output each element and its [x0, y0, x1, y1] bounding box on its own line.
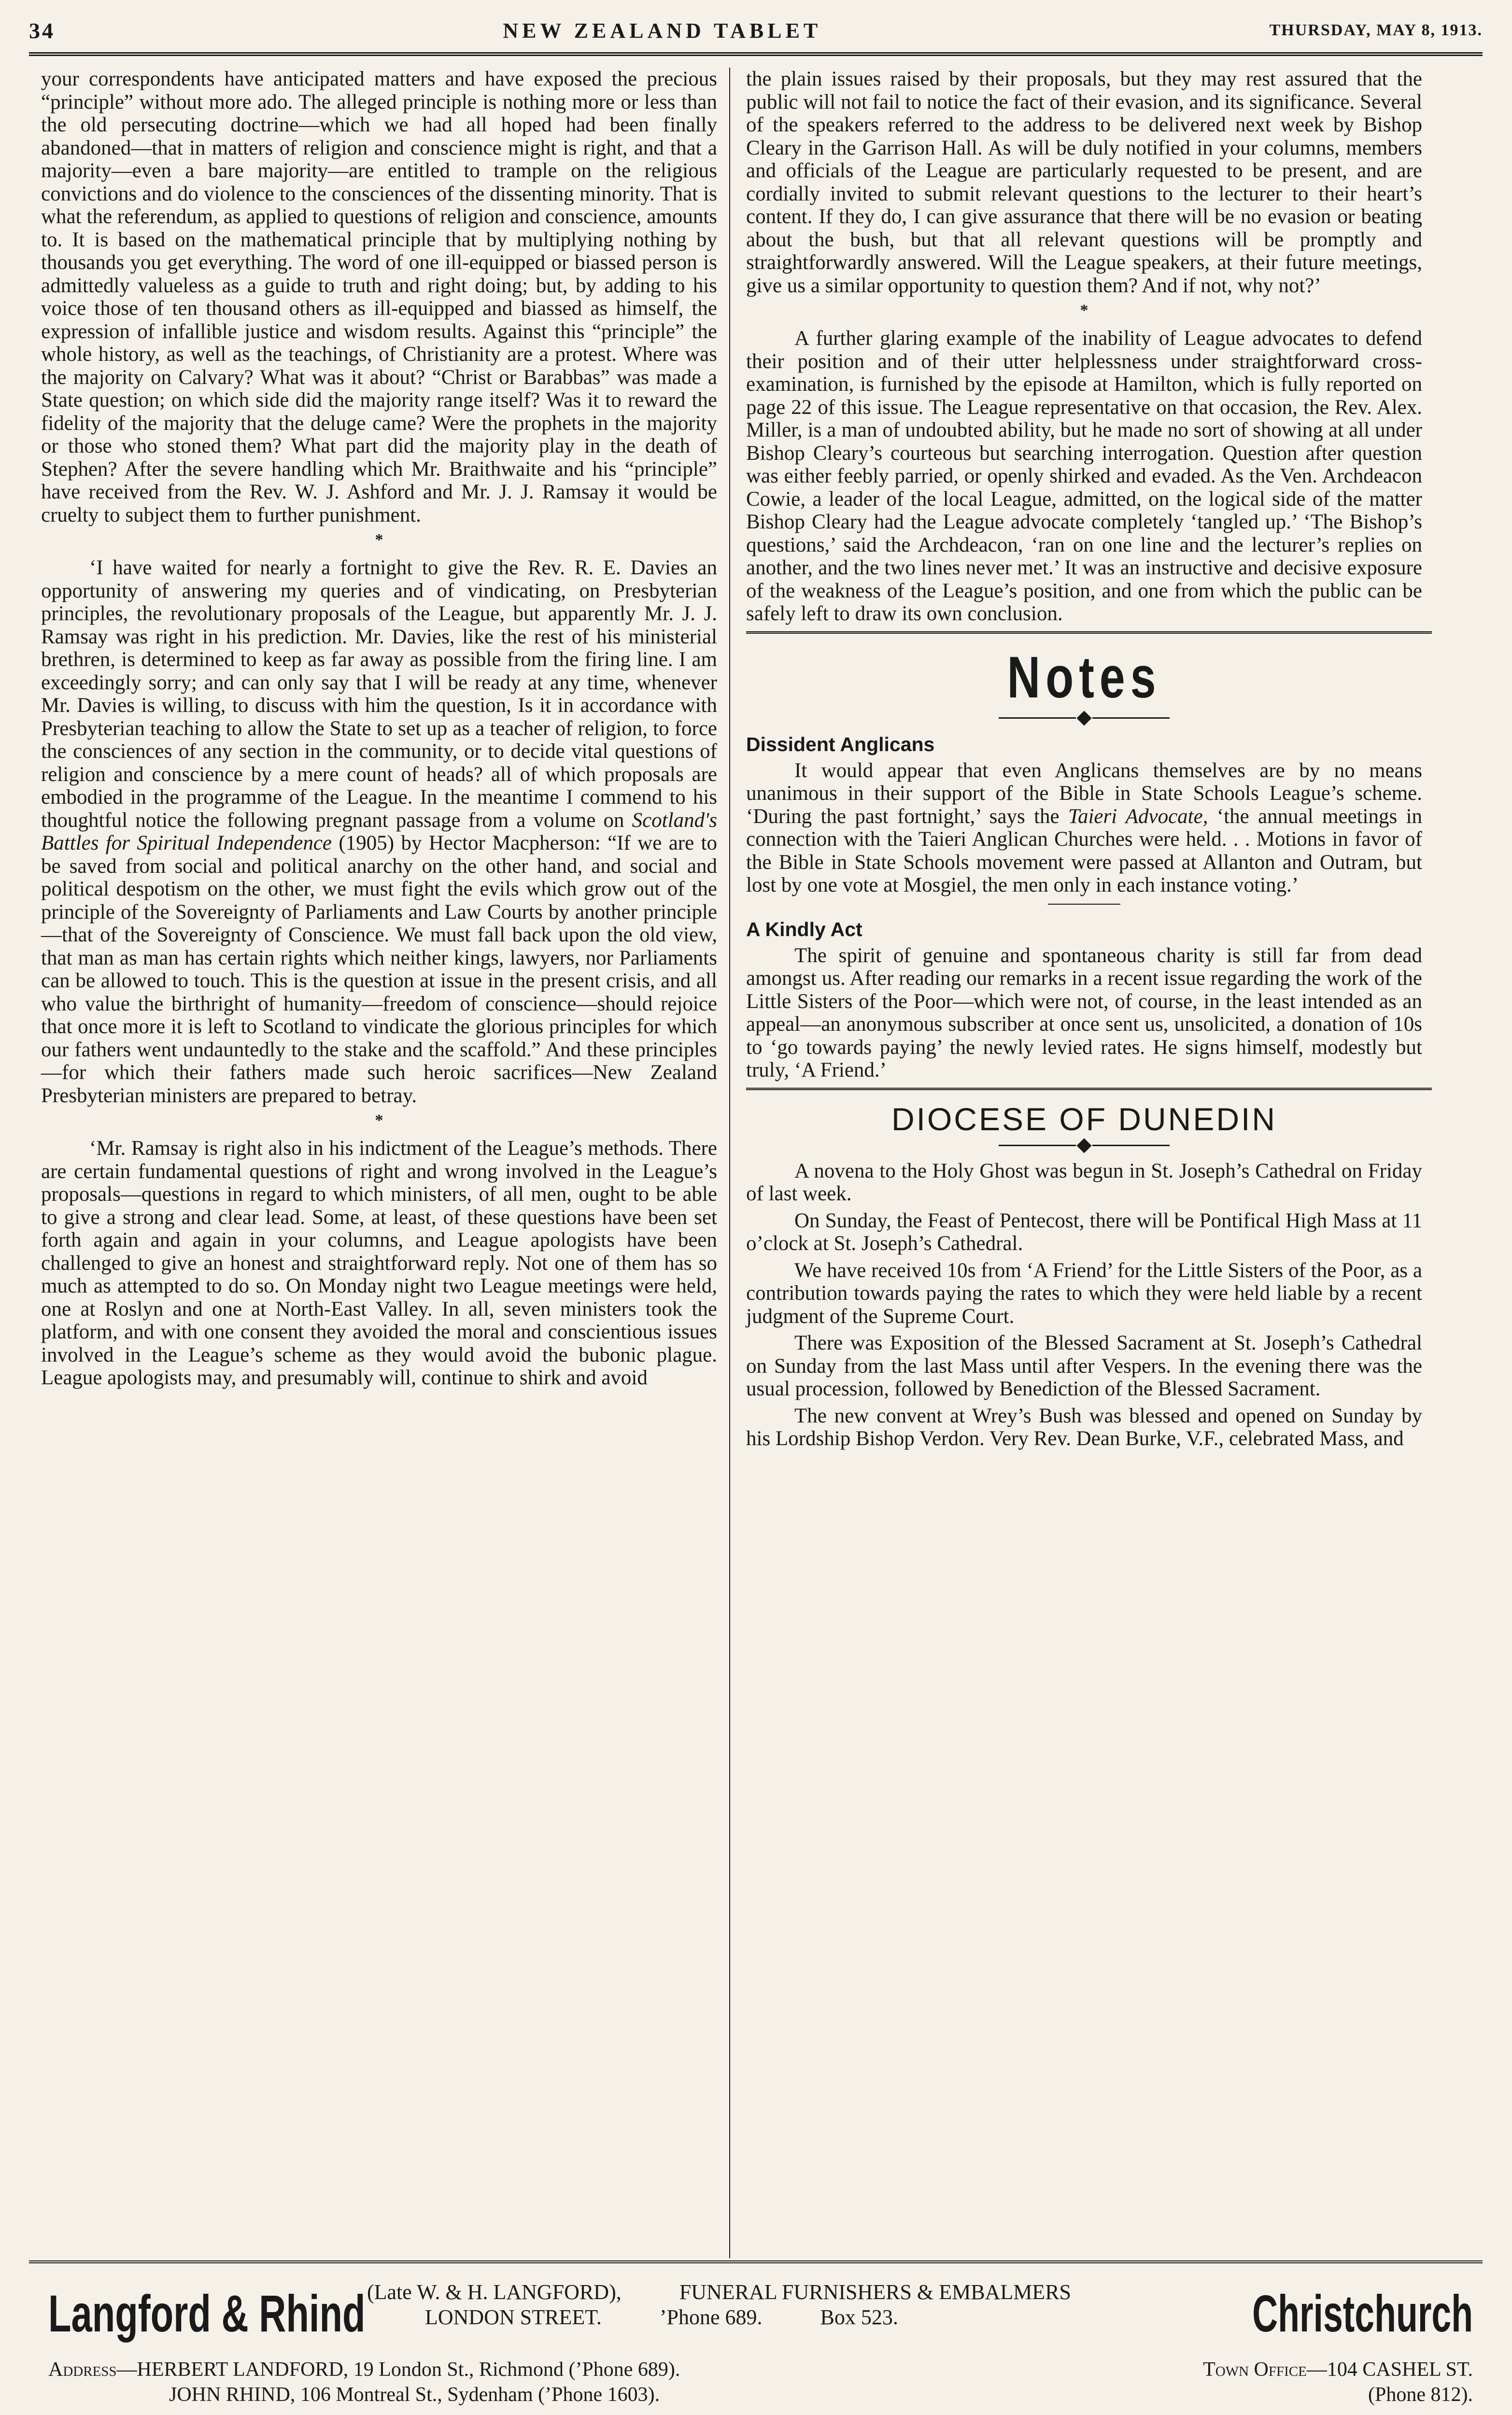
- diocese-paragraph: A novena to the Holy Ghost was begun in St. Joseph’s Cathedral on Friday of last week.: [746, 1159, 1422, 1205]
- ornament-divider: [746, 713, 1422, 724]
- ad-phone: ’Phone 689.: [659, 2305, 763, 2329]
- ad-late-name: (Late W. & H. LANGFORD),: [367, 2280, 622, 2304]
- subheading-dissident-anglicans: Dissident Anglicans: [746, 733, 935, 755]
- left-column: [41, 68, 717, 1393]
- book-title: Scotland's Battles for Spiritual Independence: [41, 809, 718, 854]
- ad-brand-name: Langford & Rhind: [48, 2284, 366, 2343]
- section-rule: [746, 1088, 1432, 1090]
- ad-trade: FUNERAL FURNISHERS & EMBALMERS: [679, 2280, 1072, 2304]
- ad-box: Box 523.: [820, 2305, 898, 2329]
- right-column: [746, 68, 1422, 1454]
- ad-town-office-label: Town Office—: [1203, 2358, 1327, 2381]
- publication-title: NEW ZEALAND TABLET: [503, 18, 822, 43]
- article-paragraph: ‘I have waited for nearly a fortnight to give the Rev. R. E. Davies an opportunity of answering my queries and of vindicating, on Presbyterian principles, the revolutionary proposals of the League, but apparently Mr. J. J. Ramsay was right in his prediction. Mr. Davies, like the rest of his ministerial brethren, is determined to keep as far away as possible from the firing line. I am exceedingly sorry; and can only say that I will be ready at any time, whenever Mr. Davies is willing, to discuss with him the question, Is it in accordance with Presbyterian teaching to allow the State to set up as a teacher of religion, to force the consciences of any section in the community, or to decide vital questions of religion and conscience by a mere count of heads? all of which proposals are embodied in the programme of the League. In the meantime I commend to his thoughtful notice the following pregnant passage from a volume on Scotland's Battles for Spiritual Independence (1905) by Hector Macpherson: “If we are to be saved from social and political anarchy on the other hand, and social and political despotism on the other, we must fight the evils which grow out of the principle of the Sovereignty of Parliaments and Law Courts by another principle—that of the Sovereignty of Conscience. We must fall back upon the old view, that man as man has certain rights which neither kings, lawyers, nor Parliaments can be allowed to touch. This is the question at issue in the present crisis, and all who value the birthright of humanity—freedom of conscience—should rejoice that once more it is left to Scotland to vindicate the glorious principles for which our fathers went undauntedly to the stake and the scaffold.” And these principles—for which their fathers made such heroic sacrifices—New Zealand Presbyterian ministers are prepared to betray.: [41, 556, 718, 1107]
- ad-city-name: Christchurch: [1252, 2284, 1473, 2343]
- ad-town-office: Town Office—104 CASHEL ST. (Phone 812).: [1203, 2358, 1473, 2406]
- subheading-kindly-act: A Kindly Act: [746, 918, 862, 940]
- section-separator: *: [375, 531, 383, 549]
- article-paragraph: your correspondents have anticipated matters and have exposed the precious “principle” without more ado. The alleged principle is nothing more or less than the old persecuting doctrine—which we had all hoped had been finally abandoned—that in matters of religion and conscience might is right, and that a majority—even a bare majority—are entitled to trample on the religious convictions and do violence to the consciences of the dissenting minority. That is what the referendum, as applied to questions of religion and conscience, amounts to. It is based on the mathematical principle that by multiplying nothing by thousands you get everything. The word of one ill-equipped or biassed person is admittedly valueless as a guide to truth and right doing; but, by adding to his voice those of ten thousand others as ill-equipped and biassed as himself, the expression of infallible justice and wisdom results. Against this “principle” the whole history, as well as the teachings, of Christianity are a protest. Where was the majority on Calvary? What was it about? “Christ or Barabbas” was made a State question; on which side did the majority range itself? Was it to reward the fidelity of the majority that the deluge came? Were the prophets in the majority or those who stoned them? What part did the majority play in the death of Stephen? After the severe handling which Mr. Braithwaite and his “principle” have received from the Rev. W. J. Ashford and Mr. J. J. Ramsay it would be cruelty to subject them to further punishment.: [41, 68, 717, 526]
- article-paragraph: A further glaring example of the inability of League advocates to defend their position and of their utter helplessness under straightforward cross-examination, is furnished by the episode at Hamilton, which is fully reported on page 22 of this issue. The League representative on that occasion, the Rev. Alex. Miller, is a man of undoubted ability, but he made no sort of showing at all under Bishop Cleary’s courteous but searching interrogation. Question after question was either feebly parried, or openly shirked and evaded. As the Ven. Archdeacon Cowie, a leader of the local League, admitted, on the logical side of the matter Bishop Cleary had the League advocate completely ‘tangled up.’ ‘The Bishop’s questions,’ said the Archdeacon, ‘ran on one line and the lecturer’s replies on another, and the two lines never met.’ It was an instructive and decisive exposure of the weakness of the League’s position, and one from which the public can be safely left to draw its own conclusion.: [746, 327, 1422, 625]
- ad-address-label: Address—: [48, 2358, 137, 2381]
- diocese-paragraph: On Sunday, the Feast of Pentecost, there will be Pontifical High Mass at 11 o’clock at St. Joseph’s Cathedral.: [746, 1209, 1422, 1255]
- column-divider: [729, 68, 730, 2258]
- masthead: [29, 9, 1483, 56]
- section-rule: [746, 631, 1432, 634]
- article-paragraph: ‘Mr. Ramsay is right also in his indictment of the League’s methods. There are certain fundamental questions of right and wrong involved in the League’s proposals—questions in regard to which ministers, of all men, ought to be able to give a strong and clear lead. Some, at least, of these questions have been set forth again and again in your columns, and League apologists have been challenged to give an honest and straightforward reply. Not one of them has so much as attempted to do so. On Monday night two League meetings were held, one at Roslyn and one at North-East Valley. In all, seven ministers took the platform, and with one consent they avoided the moral and conscientious issues involved in the League’s scheme as they would avoid the bubonic plague. League apologists may, and presumably will, continue to shirk and avoid: [41, 1137, 717, 1389]
- issue-date: THURSDAY, MAY 8, 1913.: [1269, 21, 1483, 39]
- ornament-divider: [746, 1140, 1422, 1151]
- section-separator: *: [1080, 301, 1088, 319]
- section-separator: *: [375, 1111, 383, 1129]
- diocese-paragraph: We have received 10s from ‘A Friend’ for the Little Sisters of the Poor, as a contribution towards paying the rates to which they were held liable by a recent judgment of the Supreme Court.: [746, 1259, 1422, 1328]
- ad-addresses: [48, 2357, 990, 2407]
- diocese-paragraph: The new convent at Wrey’s Bush was blessed and opened on Sunday by his Lordship Bishop Verdon. Very Rev. Dean Burke, V.F., celebrated Mass, and: [746, 1404, 1422, 1450]
- footer-rule: [29, 2260, 1483, 2263]
- notes-paragraph: It would appear that even Anglicans themselves are by no means unanimous in their support of the Bible in State Schools League’s scheme. ‘During the past fortnight,’ says the Taieri Advocate, ‘the annual meetings in connection with the Taieri Anglican Churches were held. . . Motions in favor of the Bible in State Schools movement were passed at Allanton and Outram, but lost by one vote at Mosgiel, the men only in each instance voting.’: [746, 759, 1423, 896]
- ad-address-line: JOHN RHIND, 106 Montreal St., Sydenham (’Phone 1603).: [169, 2384, 660, 2406]
- newspaper-title: Taieri Advocate,: [1068, 805, 1208, 828]
- notes-paragraph: The spirit of genuine and spontaneous charity is still far from dead amongst us. After reading our remarks in a recent issue regarding the work of the Little Sisters of the Poor—which were not, of course, in the least intended as an appeal—an anonymous subscriber at once sent us, unsolicited, a donation of 10s to ‘go towards paying’ the newly levied rates. He signs himself, modestly but truly, ‘A Friend.’: [746, 944, 1422, 1081]
- notes-heading: Notes: [1007, 644, 1161, 710]
- ad-details: [367, 2280, 1140, 2330]
- diocese-paragraph: There was Exposition of the Blessed Sacrament at St. Joseph’s Cathedral on Sunday from the last Mass until after Vespers. In the evening there was the usual procession, followed by Benediction of the Blessed Sacrament.: [746, 1332, 1422, 1400]
- page-number: 34: [29, 18, 55, 43]
- article-paragraph: the plain issues raised by their proposals, but they may rest assured that the public will not fail to notice the fact of their evasion, and its significance. Several of the speakers referred to the address to be delivered next week by Bishop Cleary in the Garrison Hall. As will be duly notified in your columns, members and officials of the League are particularly requested to be present, and are cordially invited to submit relevant questions to the lecturer to their heart’s content. If they do, I can give assurance that there will be no evasion or beating about the bush, but that all relevant questions will be promptly and straightforwardly answered. Will the League speakers, at their future meetings, give us a similar opportunity to question them? And if not, why not?’: [746, 68, 1422, 297]
- ad-town-phone: (Phone 812).: [1368, 2384, 1473, 2406]
- short-divider: [1048, 904, 1120, 905]
- footer-advertisement: [29, 2275, 1483, 2415]
- ad-address-line: HERBERT LANDFORD, 19 London St., Richmond (’Phone 689).: [137, 2358, 680, 2381]
- ad-street: LONDON STREET.: [425, 2305, 602, 2329]
- diocese-heading: DIOCESE OF DUNEDIN: [891, 1101, 1277, 1137]
